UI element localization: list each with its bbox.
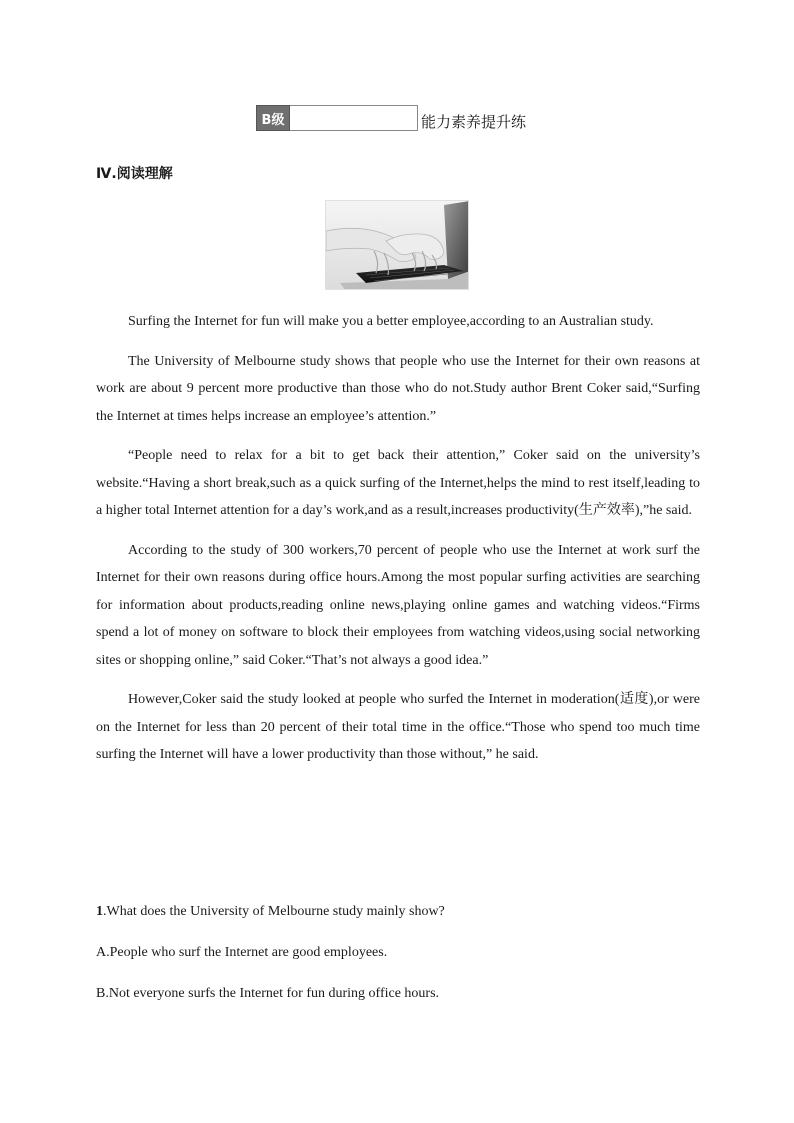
question-number: 1 [96,904,103,919]
question-text: .What does the University of Melbourne study mainly show? [103,904,445,919]
passage-paragraph: Surfing the Internet for fun will make you a better employee,according to an Australian study. [128,314,654,329]
reading-passage [96,308,700,781]
level-title: 能力素养提升练 [421,113,527,131]
level-header [256,103,526,131]
option-a: A.People who surf the Internet are good employees. [96,945,388,960]
level-badge: B级 [256,105,290,131]
level-blank-box [290,105,418,131]
question-list [96,898,700,1021]
laptop-typing-hands-icon [325,200,469,290]
option-b: B.Not everyone surfs the Internet for fun during office hours. [96,986,440,1001]
passage-paragraph: However,Coker said the study looked at people who surfed the Internet in moderation(适度),or were on the Internet for less than 20 percent of their total time in the office.“Those who spend too much time surfing the Internet will have a lower productivity than those without,” he said. [96,692,700,762]
passage-paragraph: According to the study of 300 workers,70 percent of people who use the Internet at work surf the Internet for their own reasons during office hours.Among the most popular surfing activities are searching for information about products,reading online news,playing online games and watching videos.“Firms spend a lot of money on software to block their employees from watching videos,using social networking sites or shopping online,” said Coker.“That’s not always a good idea.” [96,542,700,668]
section-title: Ⅳ.阅读理解 [96,166,173,182]
passage-paragraph: “People need to relax for a bit to get back their attention,” Coker said on the university’s website.“Having a short break,such as a quick surfing of the Internet,helps the mind to rest itself,leading to a higher total Internet attention for a day’s work,and as a result,increases productivity(生产效率),”he said. [96,448,700,518]
passage-paragraph: The University of Melbourne study shows that people who use the Internet for their own reasons at work are about 9 percent more productive than those who do not.Study author Brent Coker said,“Surfing the Internet at times helps increase an employee’s attention.” [96,353,700,424]
question-stem [96,898,700,925]
